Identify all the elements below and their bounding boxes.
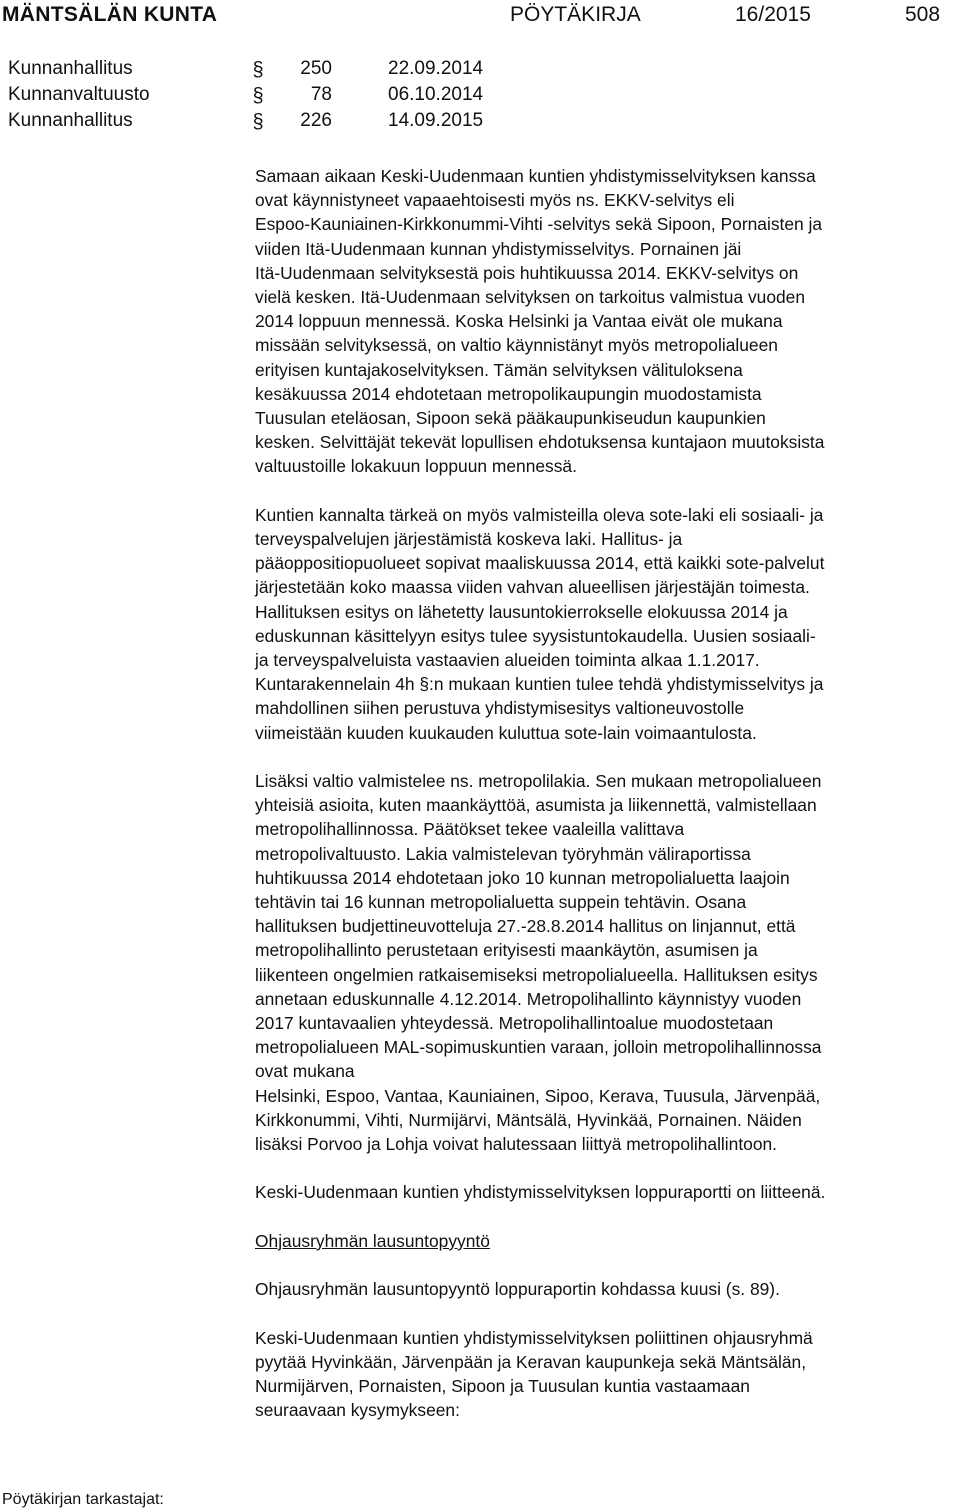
text-line: liikenteen ongelmien ratkaisemiseksi metropolialueella. Hallituksen esitys — [255, 964, 818, 985]
reference-number: 250 — [300, 58, 332, 79]
text-line: valtuustoille lokakuun loppuun mennessä. — [255, 456, 577, 477]
paragraph — [255, 503, 955, 745]
svg-text:§: § — [252, 85, 264, 105]
text-line: pääoppositiopuolueet sopivat maaliskuussa 2014, että kaikki sote-palvelut — [255, 553, 825, 574]
text-line: Samaan aikaan Keski-Uudenmaan kuntien yhdistymisselvityksen kanssa — [255, 166, 816, 186]
text-line: huhtikuussa 2014 ehdotetaan joko 10 kunnan metropolialuetta laajoin — [255, 867, 790, 888]
text-line: viiden Itä-Uudenmaan kunnan yhdistymisselvitys. Pornainen jäi — [255, 238, 742, 259]
svg-text:§: § — [252, 59, 264, 79]
section-heading: Ohjausryhmän lausuntopyyntö — [255, 1230, 490, 1251]
paragraph — [255, 1180, 955, 1204]
text-line: terveyspalvelujen järjestämistä koskeva laki. Hallitus- ja — [255, 529, 683, 550]
reference-row — [8, 56, 708, 82]
text-line: 2014 loppuun mennessä. Koska Helsinki ja Vantaa eivät ole mukana — [255, 311, 783, 332]
text-line: metropolialueen MAL-sopimuskuntien varaan, jolloin metropolihallinnossa — [255, 1037, 822, 1058]
meeting-references — [8, 56, 708, 134]
document-body — [255, 164, 955, 1447]
text-line: Helsinki, Espoo, Vantaa, Kauniainen, Sipoo, Kerava, Tuusula, Järvenpää, — [255, 1085, 821, 1106]
text-line: järjestetään koko maassa viiden vahvan alueellisen järjestäjän toimesta. — [255, 577, 810, 598]
text-line: pyytää Hyvinkään, Järvenpään ja Keravan kaupunkeja sekä Mäntsälän, — [255, 1351, 807, 1372]
document-header — [0, 0, 960, 30]
text-line: mahdollinen siihen perustuva yhdistymisesitys valtioneuvostolle — [255, 698, 745, 719]
text-line: Lisäksi valtio valmistelee ns. metropolilakia. Sen mukaan metropolialueen — [255, 771, 822, 792]
text-line: Keski-Uudenmaan kuntien yhdistymisselvityksen poliittinen ohjausryhmä — [255, 1327, 813, 1348]
text-line: missään selvityksessä, on valtio käynnistänyt myös metropolialueen — [255, 335, 778, 356]
text-line: kesäkuussa 2014 ehdotetaan metropolikaupungin muodostamista — [255, 383, 762, 404]
section-sign-icon — [251, 111, 265, 131]
text-line: metropolivaltuusto. Lakia valmistelevan työryhmän väliraportissa — [255, 843, 751, 864]
svg-text:§: § — [252, 111, 264, 131]
text-line: metropolihallinto perustetaan erityisesti maankäytön, asumisen ja — [255, 940, 758, 961]
reference-number: 226 — [300, 110, 332, 131]
document-type: PÖYTÄKIRJA — [510, 3, 641, 26]
text-line: vielä kesken. Itä-Uudenmaan selvityksen on tarkoitus valmistua vuoden — [255, 287, 806, 308]
text-line: metropolihallinnossa. Päätökset tekee vaaleilla valittava — [255, 819, 685, 840]
text-line: Espoo-Kauniainen-Kirkkonummi-Vihti -selvitys sekä Sipoon, Pornaisten ja — [255, 214, 823, 235]
section-paragraph-group — [255, 1277, 955, 1422]
text-line: Kirkkonummi, Vihti, Nurmijärvi, Mäntsälä, Hyvinkää, Pornainen. Näiden — [255, 1109, 802, 1130]
reference-body: Kunnanhallitus — [8, 58, 133, 79]
text-line: erityisen kuntajakoselvityksen. Tämän selvityksen välituloksena — [255, 359, 743, 380]
text-line: ja terveyspalveluista vastaavien alueiden toiminta alkaa 1.1.2017. — [255, 650, 760, 671]
reference-row — [8, 108, 708, 134]
reference-row — [8, 82, 708, 108]
text-line: Keski-Uudenmaan kuntien yhdistymisselvityksen loppuraportti on liitteenä. — [255, 1182, 826, 1203]
reference-body: Kunnanvaltuusto — [8, 84, 150, 105]
text-line: eduskunnan käsittelyyn esitys tulee syysistuntokaudella. Uusien sosiaali- — [255, 625, 816, 646]
text-line: lisäksi Porvoo ja Lohja voivat halutessaan liittyä metropolihallintoon. — [255, 1134, 778, 1155]
text-line: Kuntien kannalta tärkeä on myös valmisteilla oleva sote-laki eli sosiaali- ja — [255, 504, 824, 525]
reference-body: Kunnanhallitus — [8, 110, 133, 131]
text-line: 2017 kuntavaalien yhteydessä. Metropolihallintoalue muodostetaan — [255, 1013, 774, 1034]
text-line: yhteisiä asioita, kuten maankäyttöä, asumista ja liikennettä, valmistellaan — [255, 795, 817, 816]
paragraph — [255, 164, 955, 479]
reference-number: 78 — [310, 84, 332, 105]
paragraph — [255, 1326, 955, 1423]
text-line: Ohjausryhmän lausuntopyyntö loppuraportin kohdassa kuusi (s. 89). — [255, 1279, 780, 1300]
text-line: viimeistään kuuden kuukauden kuluttua sote-lain voimaantulosta. — [255, 722, 757, 743]
minutes-checkers-label: Pöytäkirjan tarkastajat: — [2, 1491, 164, 1508]
text-line: kesken. Selvittäjät tekevät lopullisen ehdotuksensa kuntajaon muutoksista — [255, 432, 825, 453]
text-line: Tuusulan eteläosan, Sipoon sekä pääkaupunkiseudun kaupunkien — [255, 408, 766, 429]
text-line: ovat mukana — [255, 1061, 355, 1082]
text-line: Kuntarakennelain 4h §:n mukaan kuntien tulee tehdä yhdistymisselvitys ja — [255, 674, 824, 695]
text-line: tehtävin tai 16 kunnan metropolialuetta suppein tehtävin. Osana — [255, 892, 747, 913]
document-number: 16/2015 — [735, 3, 811, 26]
text-line: Hallituksen esitys on lähetetty lausuntokierrokselle elokuussa 2014 ja — [255, 601, 788, 622]
text-line: hallituksen budjettineuvotteluja 27.-28.8.2014 hallitus on linjannut, että — [255, 916, 796, 937]
municipality-name: MÄNTSÄLÄN KUNTA — [2, 3, 218, 26]
reference-date: 14.09.2015 — [388, 110, 484, 131]
text-line: Nurmijärven, Pornaisten, Sipoon ja Tuusulan kuntia vastaamaan — [255, 1376, 750, 1397]
reference-date: 22.09.2014 — [388, 58, 484, 79]
reference-date: 06.10.2014 — [388, 84, 484, 105]
section-sign-icon — [251, 59, 265, 79]
paragraph-group — [255, 164, 955, 1205]
paragraph — [255, 769, 955, 1156]
text-line: ovat käynnistyneet vapaaehtoisesti myös ns. EKKV-selvitys eli — [255, 190, 735, 211]
paragraph — [255, 1277, 955, 1301]
section-sign-icon — [251, 85, 265, 105]
text-line: Itä-Uudenmaan selvityksestä pois huhtikuussa 2014. EKKV-selvitys on — [255, 262, 799, 283]
text-line: seuraavaan kysymykseen: — [255, 1400, 460, 1421]
page-number: 508 — [905, 3, 941, 26]
text-line: annetaan eduskunnalle 4.12.2014. Metropolihallinto käynnistyy vuoden — [255, 988, 802, 1009]
